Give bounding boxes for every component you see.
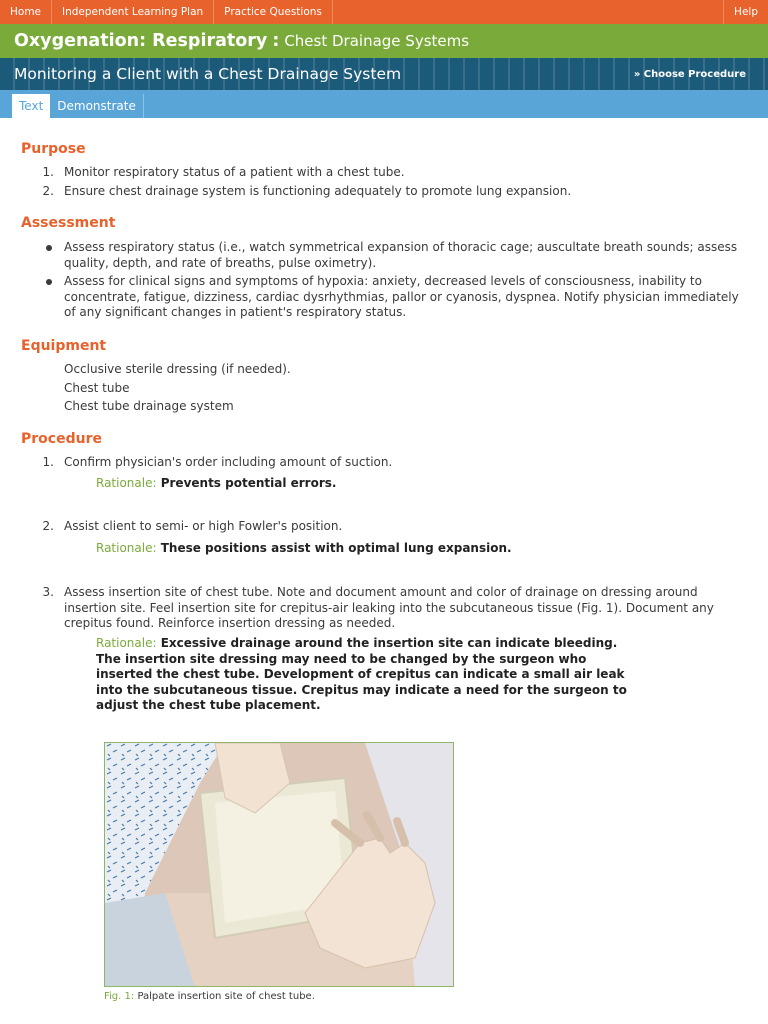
- step-rationale: [96, 636, 646, 714]
- procedure-heading: Procedure: [21, 431, 102, 447]
- tab-demonstrate[interactable]: Demonstrate: [50, 94, 144, 118]
- equipment-item: Chest tube: [64, 381, 130, 395]
- choose-procedure-button[interactable]: » Choose Procedure: [633, 68, 746, 80]
- step-number: 3.: [42, 585, 54, 599]
- figure-caption: [104, 991, 315, 1002]
- subtopic-title: Chest Drainage Systems: [284, 32, 470, 50]
- chest-tube-illustration: [105, 743, 454, 987]
- assessment-item: Assess respiratory status (i.e., watch symmetrical expansion of thoracic cage; auscultate breath sounds; assess quality, depth, and rate of breaths, pulse oximetry).: [64, 240, 738, 270]
- title-separator: :: [272, 31, 280, 51]
- list-number: 2.: [42, 184, 54, 198]
- step-number: 2.: [42, 519, 54, 533]
- purpose-heading: Purpose: [21, 141, 86, 157]
- rationale-label: Rationale:: [96, 476, 157, 490]
- bullet-icon: [46, 245, 52, 251]
- step-text: Assist client to semi- or high Fowler's position.: [64, 519, 343, 533]
- nav-help-link[interactable]: Help: [723, 0, 768, 24]
- figure-chest-tube-photo: [104, 742, 454, 987]
- nav-home-link[interactable]: Home: [0, 0, 52, 24]
- rationale-label: Rationale:: [96, 541, 157, 555]
- figure-label: Fig. 1:: [104, 991, 135, 1002]
- step-text: Assess insertion site of chest tube. Note and document amount and color of drainage on dressing around insertion site. Feel insertion site for crepitus-air leaking into the subcutaneous tissue (Fig. 1). Document any crepitus found. Reinforce insertion dressing as needed.: [64, 585, 714, 630]
- list-number: 1.: [42, 165, 54, 179]
- rationale-text: Excessive drainage around the insertion site can indicate bleeding. The insertion site dressing may need to be changed by the surgeon who inserted the chest tube. Development of crepitus can indicate a small air leak into the subcutaneous tissue. Crepitus may indicate a need for the surgeon to adjust the chest tube placement.: [96, 636, 627, 712]
- step-rationale: [96, 476, 656, 492]
- topic-title-bar: [0, 24, 768, 58]
- top-navigation: [0, 0, 768, 24]
- bullet-icon: [46, 279, 52, 285]
- procedure-bar: [0, 58, 768, 90]
- assessment-heading: Assessment: [21, 215, 116, 231]
- purpose-item: Ensure chest drainage system is functioning adequately to promote lung expansion.: [64, 184, 572, 198]
- rationale-text: Prevents potential errors.: [160, 476, 337, 490]
- topic-title: Oxygenation: Respiratory: [14, 31, 268, 51]
- equipment-heading: Equipment: [21, 338, 107, 354]
- figure-caption-text: Palpate insertion site of chest tube.: [137, 991, 315, 1002]
- tab-text[interactable]: Text: [12, 94, 50, 118]
- tab-bar: [0, 90, 768, 118]
- procedure-title: Monitoring a Client with a Chest Drainage System: [14, 65, 402, 83]
- step-rationale: [96, 541, 656, 557]
- step-number: 1.: [42, 455, 54, 469]
- equipment-item: Occlusive sterile dressing (if needed).: [64, 362, 291, 376]
- rationale-label: Rationale:: [96, 636, 157, 650]
- assessment-item: Assess for clinical signs and symptoms of hypoxia: anxiety, decreased levels of consciousness, inability to concentrate, fatigue, dizziness, cardiac dysrhythmias, pallor or cyanosis, dyspnea. Notify physician immediately of any significant changes in patient's respiratory status.: [64, 274, 739, 319]
- equipment-item: Chest tube drainage system: [64, 399, 234, 413]
- nav-independent-learning-plan-link[interactable]: Independent Learning Plan: [52, 0, 214, 24]
- nav-practice-questions-link[interactable]: Practice Questions: [214, 0, 333, 24]
- purpose-item: Monitor respiratory status of a patient with a chest tube.: [64, 165, 405, 179]
- rationale-text: These positions assist with optimal lung expansion.: [160, 541, 512, 555]
- step-text: Confirm physician's order including amount of suction.: [64, 455, 393, 469]
